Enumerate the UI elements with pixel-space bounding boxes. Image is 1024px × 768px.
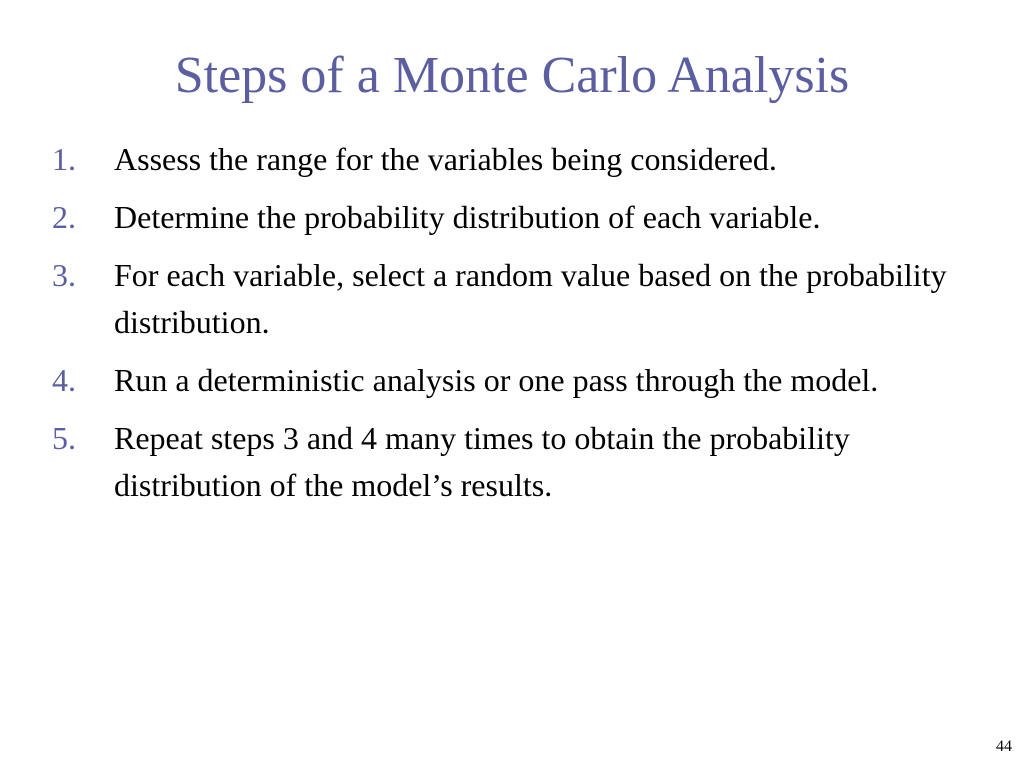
step-text: Determine the probability distribution of each variable. — [114, 199, 821, 235]
list-item — [0, 252, 1024, 346]
step-number: 4. — [52, 362, 76, 398]
list-item — [0, 357, 1024, 404]
step-text: Repeat steps 3 and 4 many times to obtain the probability distribution of the model’s results. — [114, 420, 850, 503]
page-number: 44 — [996, 738, 1012, 755]
slide-title: Steps of a Monte Carlo Analysis — [174, 47, 850, 104]
step-text: Run a deterministic analysis or one pass through the model. — [114, 362, 879, 398]
list-item — [0, 194, 1024, 241]
step-text: For each variable, select a random value based on the probability distribution. — [114, 257, 947, 340]
step-text: Assess the range for the variables being considered. — [114, 141, 777, 177]
steps-list — [0, 136, 1024, 520]
step-number: 5. — [52, 420, 76, 456]
step-number: 2. — [52, 199, 76, 235]
list-item — [0, 415, 1024, 509]
step-number: 3. — [52, 257, 76, 293]
step-number: 1. — [52, 141, 76, 177]
list-item — [0, 136, 1024, 183]
